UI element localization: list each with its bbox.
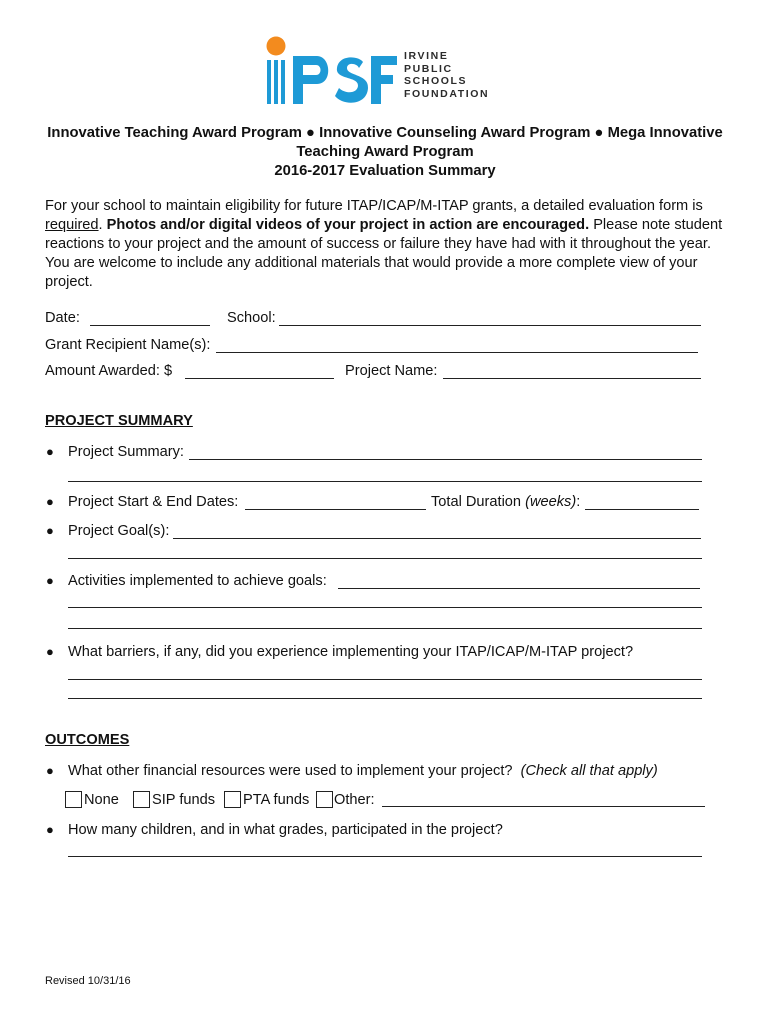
duration-colon: :	[576, 494, 581, 510]
intro-period: .	[98, 217, 107, 233]
project-dates-label: Project Start & End Dates:	[68, 494, 239, 510]
logo-word: IRVINE	[404, 50, 449, 62]
required-word: required	[45, 217, 99, 233]
project-name-label: Project Name:	[345, 363, 438, 379]
amount-awarded-label: Amount Awarded: $	[45, 363, 173, 379]
bullet-icon: ●	[46, 573, 54, 588]
activities-field-2[interactable]	[68, 607, 702, 608]
intro-bold-text: Photos and/or digital videos of your project in action are encouraged.	[106, 217, 590, 233]
amount-awarded-field[interactable]	[185, 378, 334, 379]
project-summary-field-2[interactable]	[68, 481, 702, 482]
revised-date: Revised 10/31/16	[45, 975, 131, 987]
option-sip-funds-label: SIP funds	[152, 792, 216, 808]
duration-unit: (weeks)	[525, 494, 577, 510]
checkbox-pta-funds[interactable]	[224, 791, 241, 808]
ipsf-logo-mark	[263, 36, 403, 108]
intro-text-2: Please note student reactions to your project and the amount of success or failure they have had with it throughout the year. You are welcome to include any additional materials that would provide a more complete view of your project.	[45, 217, 723, 290]
barriers-field[interactable]	[68, 679, 702, 680]
ipsf-logo	[263, 36, 513, 108]
logo-word: SCHOOLS	[404, 75, 468, 88]
title-line-2: Teaching Award Program	[296, 144, 474, 160]
checkbox-other[interactable]	[316, 791, 333, 808]
option-pta-funds-label: PTA funds	[243, 792, 310, 808]
children-question: How many children, and in what grades, participated in the project?	[68, 822, 503, 838]
financial-question	[68, 762, 658, 780]
project-goals-field-2[interactable]	[68, 558, 702, 559]
financial-question-text: What other financial resources were used to implement your project?	[68, 763, 513, 779]
school-field[interactable]	[279, 325, 701, 326]
title-line-1: Innovative Teaching Award Program ● Innovative Counseling Award Program ● Mega Innovative	[47, 125, 723, 141]
project-dates-field[interactable]	[245, 509, 426, 510]
barriers-label: What barriers, if any, did you experience implementing your ITAP/ICAP/M-ITAP project?	[68, 644, 634, 660]
project-name-field[interactable]	[443, 378, 701, 379]
title-line-3: 2016-2017 Evaluation Summary	[274, 163, 496, 179]
project-goals-label: Project Goal(s):	[68, 523, 170, 539]
date-field[interactable]	[90, 325, 210, 326]
bullet-icon: ●	[46, 822, 54, 837]
bullet-icon: ●	[46, 644, 54, 659]
activities-label: Activities implemented to achieve goals:	[68, 573, 327, 589]
grant-recipient-field[interactable]	[216, 352, 698, 353]
outcomes-heading: OUTCOMES	[45, 732, 130, 748]
other-funds-field[interactable]	[382, 806, 705, 807]
checkbox-sip-funds[interactable]	[133, 791, 150, 808]
logo-word: PUBLIC	[404, 62, 453, 75]
intro-text: For your school to maintain eligibility for future ITAP/ICAP/M-ITAP grants, a detailed evaluation form is	[45, 198, 703, 214]
intro-paragraph	[45, 197, 735, 292]
checkbox-none[interactable]	[65, 791, 82, 808]
school-label: School:	[227, 310, 276, 326]
activities-field[interactable]	[338, 588, 700, 589]
barriers-field-2[interactable]	[68, 698, 702, 699]
activities-field-3[interactable]	[68, 628, 702, 629]
bullet-icon: ●	[46, 494, 54, 509]
project-summary-heading: PROJECT SUMMARY	[45, 413, 193, 429]
bullet-icon: ●	[46, 523, 54, 538]
total-duration-field[interactable]	[585, 509, 699, 510]
project-goals-field[interactable]	[173, 538, 701, 539]
bullet-icon: ●	[46, 444, 54, 459]
logo-word: FOUNDATION	[404, 87, 490, 100]
children-field[interactable]	[68, 856, 702, 857]
total-duration-label	[431, 493, 580, 511]
program-title	[45, 124, 725, 181]
duration-label-text: Total Duration	[431, 494, 526, 510]
project-summary-label: Project Summary:	[68, 444, 184, 460]
option-none-label: None	[84, 792, 119, 808]
check-all-note: (Check all that apply)	[520, 763, 658, 779]
bullet-icon: ●	[46, 763, 54, 778]
logo-wordmark	[404, 50, 489, 100]
project-summary-field[interactable]	[189, 459, 702, 460]
option-other-label: Other:	[334, 792, 375, 808]
date-label: Date:	[45, 310, 80, 326]
grant-recipient-label: Grant Recipient Name(s):	[45, 337, 211, 353]
